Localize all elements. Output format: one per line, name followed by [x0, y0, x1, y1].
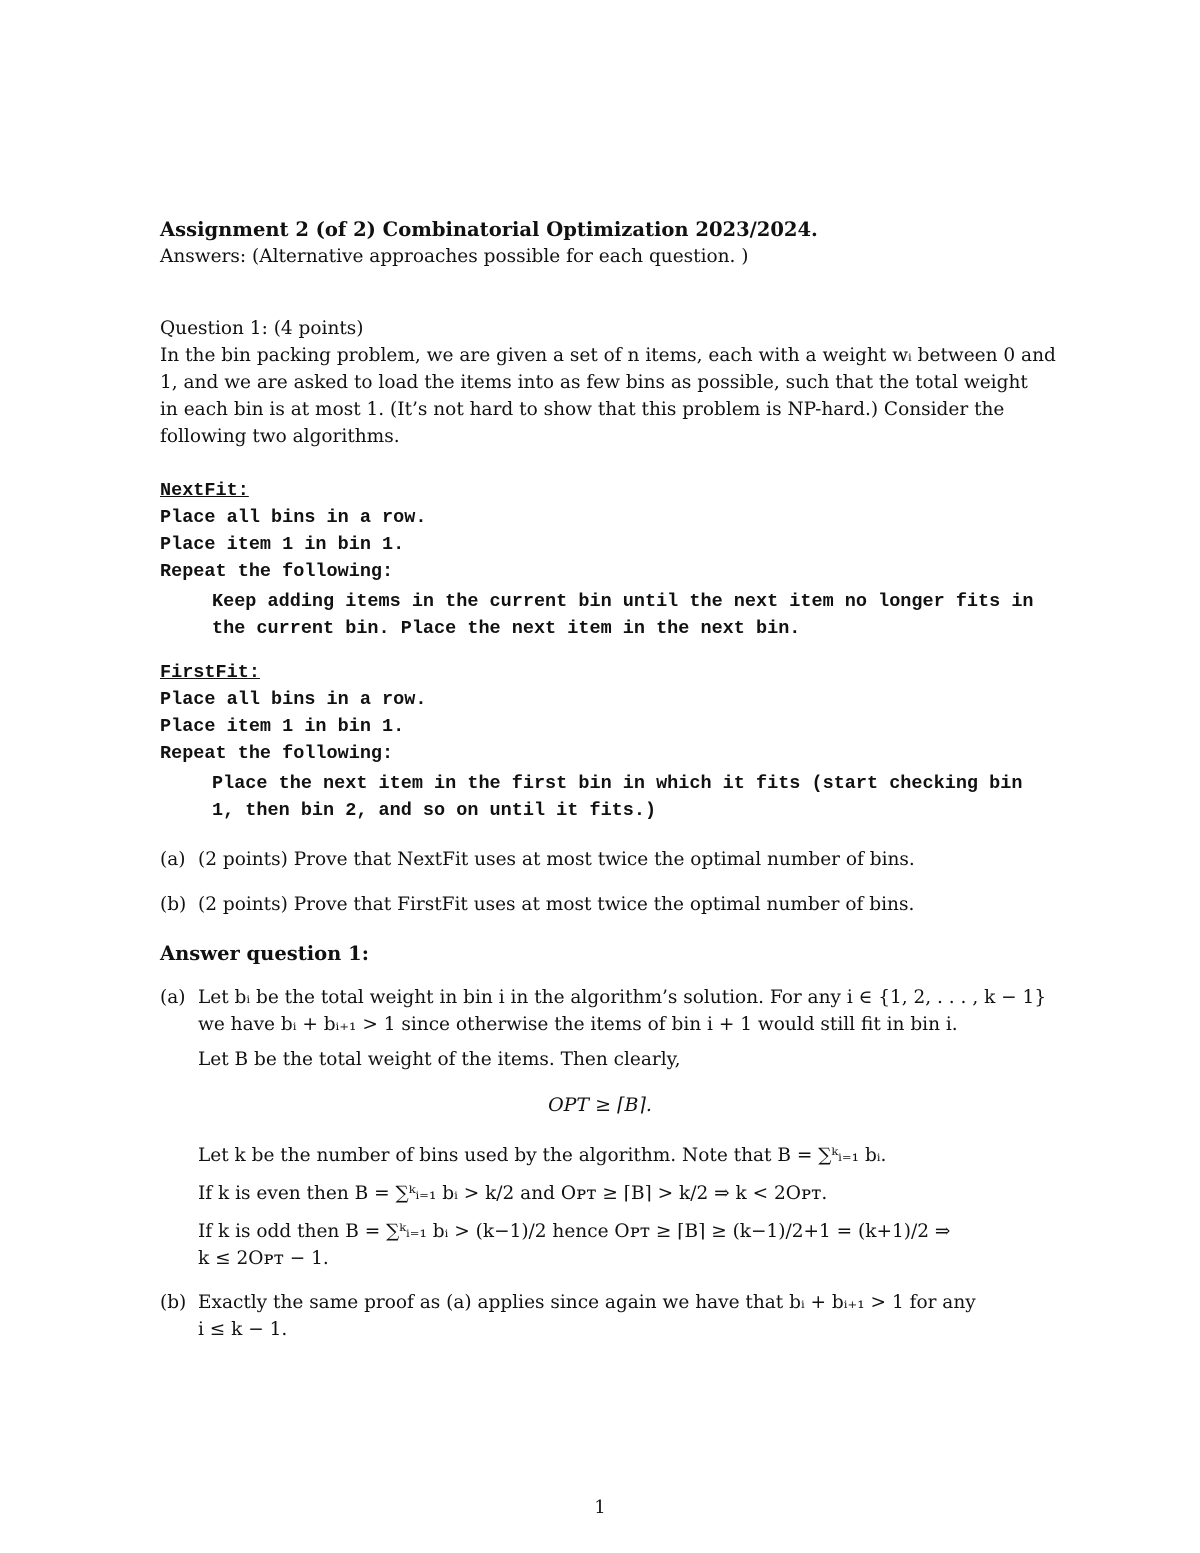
nextfit-step: Repeat the following:: [160, 561, 394, 582]
nextfit-step: Place all bins in a row.: [160, 507, 427, 528]
question1-part-b: [160, 891, 914, 918]
part-b-label: (b): [160, 894, 187, 915]
firstfit-loop-body: 1, then bin 2, and so on until it fits.): [212, 800, 657, 821]
answer-a-line: we have bᵢ + bᵢ₊₁ > 1 since otherwise the items of bin i + 1 would still fit in bin i.: [198, 1014, 958, 1035]
display-equation: OPT ≥ ⌈B⌉.: [548, 1094, 652, 1116]
answer-a-label: (a): [160, 987, 186, 1008]
question1-intro-line: following two algorithms.: [160, 426, 400, 447]
document-title: Assignment 2 (of 2) Combinatorial Optimization 2023/2024.: [160, 218, 818, 241]
question1-intro-line: In the bin packing problem, we are given a set of n items, each with a weight wᵢ between 0 and: [160, 345, 1056, 366]
nextfit-heading: NextFit:: [160, 480, 249, 501]
question1-part-a: [160, 846, 915, 873]
firstfit-heading: FirstFit:: [160, 662, 260, 683]
answer-a-line: Let B be the total weight of the items. Then clearly,: [198, 1049, 681, 1070]
answer-a-line: [160, 984, 1046, 1011]
answer-a-line: k ≤ 2Oᴘᴛ − 1.: [198, 1248, 329, 1269]
answer-a-line: Let k be the number of bins used by the algorithm. Note that B = ∑ᵏᵢ₌₁ bᵢ.: [198, 1145, 887, 1166]
answer-a-line: If k is odd then B = ∑ᵏᵢ₌₁ bᵢ > (k−1)/2 hence Oᴘᴛ ≥ ⌈B⌉ ≥ (k−1)/2+1 = (k+1)/2 ⇒: [198, 1221, 951, 1242]
answer-b-label: (b): [160, 1292, 187, 1313]
firstfit-step: Place all bins in a row.: [160, 689, 427, 710]
answer-b-line: [160, 1289, 976, 1316]
nextfit-loop-body: Keep adding items in the current bin until the next item no longer fits in: [212, 591, 1034, 612]
question1-intro-line: in each bin is at most 1. (It’s not hard to show that this problem is NP-hard.) Consider the: [160, 399, 1005, 420]
firstfit-step: Repeat the following:: [160, 743, 394, 764]
firstfit-step: Place item 1 in bin 1.: [160, 716, 405, 737]
answer-b-text: Exactly the same proof as (a) applies since again we have that bᵢ + bᵢ₊₁ > 1 for any: [198, 1292, 976, 1313]
question1-heading: Question 1: (4 points): [160, 318, 364, 339]
answer-b-line: i ≤ k − 1.: [198, 1319, 288, 1340]
answer1-heading: Answer question 1:: [160, 942, 369, 965]
nextfit-step: Place item 1 in bin 1.: [160, 534, 405, 555]
nextfit-loop-body: the current bin. Place the next item in the next bin.: [212, 618, 801, 639]
page-number: 1: [594, 1497, 606, 1518]
part-b-text: (2 points) Prove that FirstFit uses at most twice the optimal number of bins.: [198, 894, 915, 915]
question1-intro-line: 1, and we are asked to load the items into as few bins as possible, such that the total weight: [160, 372, 1028, 393]
firstfit-loop-body: Place the next item in the first bin in which it fits (start checking bin: [212, 773, 1023, 794]
answer-a-line: If k is even then B = ∑ᵏᵢ₌₁ bᵢ > k/2 and Oᴘᴛ ≥ ⌈B⌉ > k/2 ⇒ k < 2Oᴘᴛ.: [198, 1183, 828, 1204]
document-subtitle: Answers: (Alternative approaches possible for each question. ): [160, 246, 749, 267]
part-a-text: (2 points) Prove that NextFit uses at most twice the optimal number of bins.: [198, 849, 915, 870]
answer-a-text: Let bᵢ be the total weight in bin i in the algorithm’s solution. For any i ∈ {1, 2, . . . , k − 1}: [198, 987, 1047, 1008]
part-a-label: (a): [160, 849, 186, 870]
